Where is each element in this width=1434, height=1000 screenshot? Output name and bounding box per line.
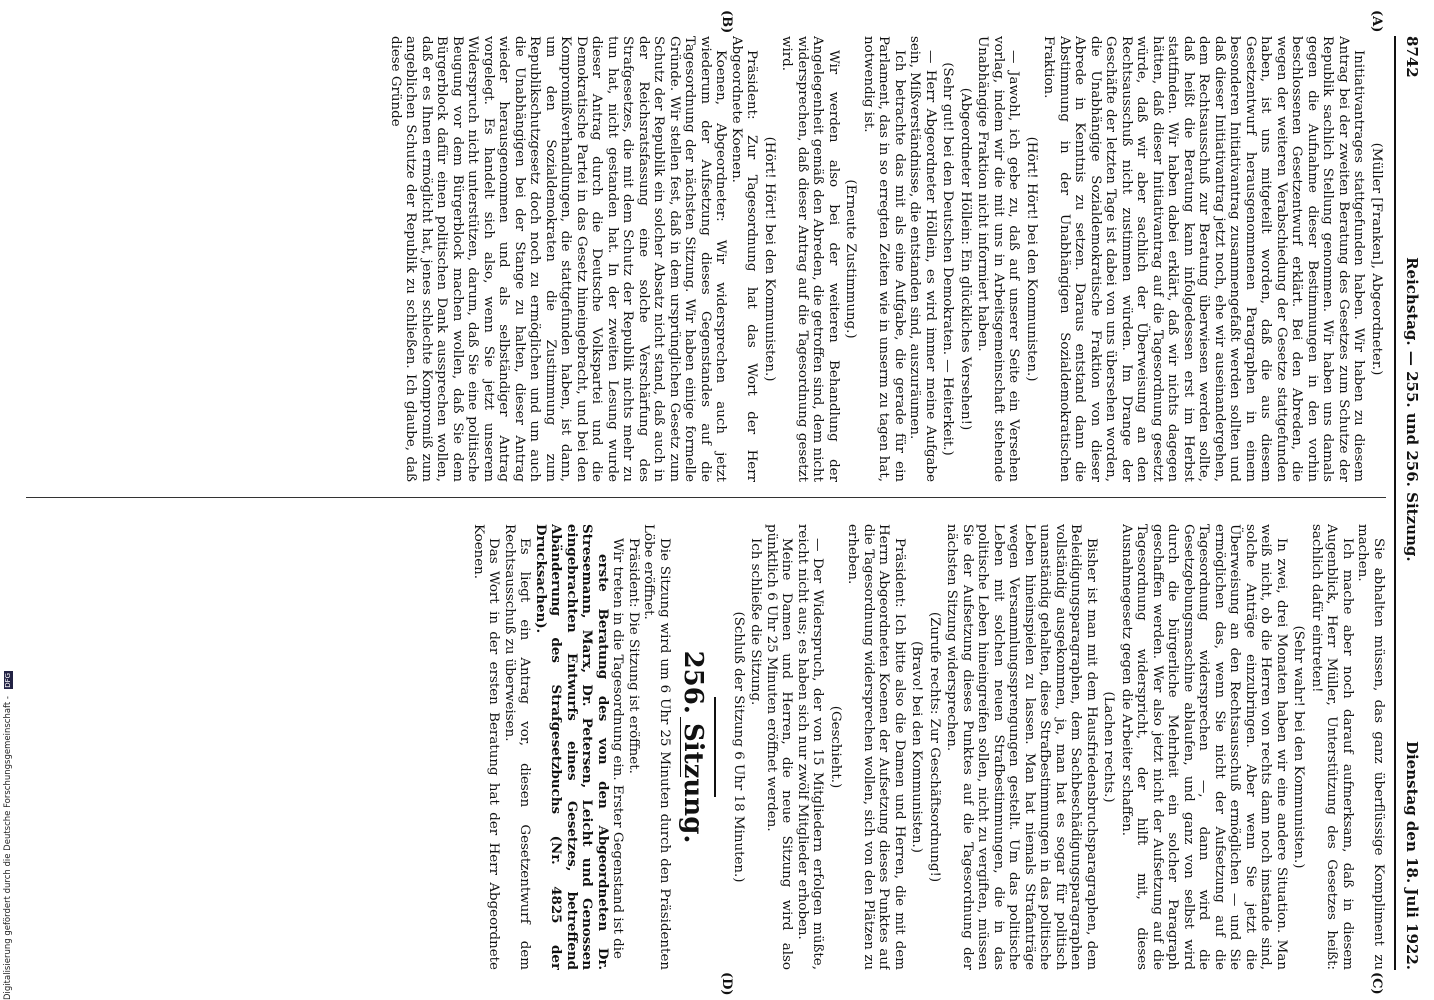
paragraph: — Der Widerspruch, der von 15 Mitgliedern erfolgen müßte, reicht nicht aus; es haben sich nur zwölf Mitglieder erhoben. [795, 524, 826, 970]
margin-letter-a: (A) [1369, 10, 1384, 33]
interjection: (Abgeordneter Höllein: Ein glückliches Versehen!) [958, 87, 973, 431]
paragraph: — Jawohl, ich gebe zu, daß auf unserer Seite ein Versehen vorlag, indem wir die mit uns in Arbeitsgemeinschaft stehende Unabhängige Fraktion nicht informiert haben. [975, 36, 1022, 482]
right-column [26, 524, 1386, 970]
footer-strip [0, 0, 14, 1000]
footer-text: Digitalisierung gefördert durch die Deutsche Forschungsgemeinschaft - [3, 696, 13, 1000]
interjection: (Hört! Hört! bei den Kommunisten.) [762, 136, 777, 382]
paragraph: Präsident: Die Sitzung ist eröffnet. [626, 538, 641, 774]
paragraph: Ich schließe die Sitzung. [748, 538, 764, 706]
margin-letter-d: (D) [719, 972, 734, 996]
paragraph: Initiativantrages stattgefunden haben. Wir haben zu diesem Antrag bei der zweiten Beratung des Gesetzes zum Schutze der Republik sachlich Stellung genommen. Wir haben uns damals gegen die Aufnahme dieser Bestimmungen in den vorhin beschlossenen Gesetzentwurf erklärt. Bei den Abreden, die wegen der weiteren Verabschiedung der Gesetze stattgefunden haben, ist uns mitgeteilt worden, daß die aus diesem Gesetzentwurf herausgenommenen Paragraphen in einem besonderen Initiativantrag zusammengefaßt werden sollten und daß dieser Initiativantrag jetzt noch, ehe wir auseinandergehen, dem Rechtsausschuß zur Beratung überwiesen werden sollte, daß heißt die Beratung kann infolgedessen erst im Herbst stattfinden. Wir haben dabei erklärt, daß wir nichts dagegen hätten, daß dieser Initiativantrag auf die Tagesordnung gesetzt würde, daß wir aber sachlich der Überweisung an den Rechtsausschuß nicht zustimmen würden. Im Drange der Geschäfte der letzten Tage ist dabei von uns übersehen worden, die Unabhängige Sozialdemokratische Fraktion von dieser Abrede in Kenntnis zu setzen. Daraus entstand dann die Abstimmung in der Unabhängigen Sozialdemokratischen Fraktion. [1041, 36, 1367, 482]
paragraph: Ich betrachte das mit als eine Aufgabe, die gerade für ein Parlament, das in so erregten Zeiten wie in unserm zu tagen hat, notwendig ist. [861, 36, 907, 482]
agenda-item: erste Beratung des von den Abgeordneten Dr. Stresemann, Marx, Dr. Petersen, Leicht und Genossen eingebrachten Entwurfs eines Gesetzes, betreffend Abänderung des Strafgesetzbuchs (Nr. 4825 der Drucksachen). [533, 524, 611, 970]
interjection: (Lachen rechts.) [1101, 691, 1117, 803]
paragraph: — Herr Abgeordneter Höllein, es wird immer meine Aufgabe sein, Mißverständnisse, die entstanden sind, auszuräumen. [907, 36, 938, 482]
paragraph: Das Wort in der ersten Beratung hat der Herr Abgeordnete Koenen. [471, 524, 502, 970]
paragraph: Präsident: Zur Tagesordnung hat das Wort der Herr Abgeordnete Koenen. [729, 36, 760, 482]
paragraph: Wir werden also bei der weiteren Behandlung der Angelegenheit gemäß den Abreden, die getroffen sind, dem nicht widersprechen, daß dieser Antrag auf die Tagesordnung gesetzt wird. [779, 36, 841, 482]
column-divider [26, 497, 1386, 498]
paragraph: Koenen, Abgeordneter: Wir widersprechen auch jetzt wiederum der Aufsetzung dieses Gegenstandes auf die Tagesordnung der nächsten Sitzung. Wir haben einige formelle Gründe. Wir stellen fest, daß in dem ursprünglichen Gesetz zum Schutz der Republik ein solcher Absatz nicht stand, daß auch in der Reichsratsfassung eine solche Verschärfung des Strafgesetzes, die mit dem Schutz der Republik nichts mehr zu tun hat, nicht gestanden hat. In der zweiten Lesung wurde dieser Antrag durch die Deutsche Volkspartei und die Demokratische Partei in das Gesetz hineingebracht, und bei den Kompromißverhandlungen, die stattgefunden haben, ist dann, um den Sozialdemokraten die Zustimmung zum Republikschutzgesetz doch noch zu ermöglichen und um auch die Unabhängigen bei der Stange zu halten, dieser Antrag wieder herausgenommen und als selbständiger Antrag vorgelegt. Es handelt sich also, wenn Sie jetzt unserem Widerspruch nicht unterstützen, darum, daß Sie eine politische Beugung vor dem Bürgerblock machen wollen, daß Sie dem Bürgerblock dafür einen politischen Dank aussprechen wollen, daß er es Ihnen ermöglicht hat, jenes schlechte Kompromiß zum angeblichen Schutze der Republik zu schließen. Ich glaube, daß diese Gründe [388, 36, 729, 482]
page-title: Reichstag. — 255. und 256. Sitzung. [1403, 257, 1421, 562]
paragraph: In zwei, drei Monaten haben wir eine andere Situation. Man weiß nicht, ob die Herren von rechts dann noch imstande sind, solche Anträge einzubringen. Aber wenn Sie jetzt die Überweisung an den Rechtsausschuß ermöglichen — und Sie ermöglichen das, wenn Sie nicht der Aufsetzung auf die Tagesordnung widersprechen —, dann wird die Gesetzgebungsmaschine ablaufen, und ganz von selbst wird durch die bürgerliche Mehrheit ein solcher Paragraph geschaffen werden. Wer also jetzt nicht der Aufsetzung auf die Tagesordnung widerspricht, der hilft mit, dieses Ausnahmegesetz gegen die Arbeiter schaffen. [1119, 524, 1289, 970]
session-end-note: (Schluß der Sitzung 6 Uhr 18 Minuten.) [731, 611, 746, 883]
paragraph: Sie abhalten müssen, das ganz überflüssige Kompliment zu machen. [1355, 524, 1386, 970]
margin-letter-c: (C) [1369, 972, 1384, 995]
section-rule [715, 697, 717, 797]
paragraph: Wir treten in die Tagesordnung ein. Erster Gegenstand ist die [610, 538, 626, 959]
speaker-note: (Müller [Franken], Abgeordneter.) [1369, 142, 1384, 376]
paragraph: Es liegt ein Antrag vor, diesen Gesetzentwurf dem Rechtsausschuß zu überweisen. [502, 524, 533, 970]
left-column [26, 36, 1386, 482]
page-date: Dienstag den 18. Juli 1922. [1403, 740, 1421, 970]
page-header [1398, 36, 1426, 970]
paragraph: Die Sitzung wird um 6 Uhr 25 Minuten durch den Präsidenten Löbe eröffnet. [641, 524, 672, 970]
paragraph: Präsident: Ich bitte also die Damen und Herren, die mit dem Herrn Abgeordneten Koenen der Aufsetzung dieses Punktes auf die Tagesordnung widersprechen wollen, sich von den Plätzen zu erheben. [845, 524, 907, 970]
interjection: (Sehr gut! bei den Deutschen Demokraten. — Heiterkeit.) [940, 62, 956, 456]
page-number: 8742 [1403, 36, 1421, 78]
interjection: (Sehr wahr! bei den Kommunisten.) [1291, 625, 1307, 869]
interjection: (Bravo! bei den Kommunisten.) [909, 640, 925, 854]
interjection: (Zurufe rechts: Zur Geschäftsordnung!) [927, 611, 942, 883]
paragraph: Meine Damen und Herren, die neue Sitzung wird also pünktlich 6 Uhr 25 Minuten eröffnet werden. [764, 524, 795, 970]
header-rule [1394, 36, 1396, 970]
dfg-logo: DFG [4, 672, 12, 688]
interjection: (Hört! Hört! bei den Kommunisten.) [1024, 136, 1039, 382]
paragraph: Bisher ist man mit dem Hausfriedensbruchsparagraphen, dem Beleidigungsparagraphen, dem Sachbeschädigungsparagraphen vollständig ausgekommen, ja, man hat es sogar für politisch unanständig gehalten, diese Strafbestimmungen in das politische Leben hineinspielen zu lassen. Man hat niemals Strafanträge wegen Versammlungssprengungen gestellt. Um das politische Leben mit solchen neuen Strafbestimmungen, die in das politische Leben hineingreifen sollen, nicht zu vergiften, müssen Sie der Aufsetzung dieses Punktes auf die Tagesordnung der nächsten Sitzung widersprechen. [944, 524, 1099, 970]
interjection: (Geschieht.) [828, 705, 843, 789]
paragraph: Ich mache aber noch darauf aufmerksam, daß in diesem Augenblick, Herr Müller, Unterstützung des Gesetzes heißt: sachlich dafür eintreten! [1309, 524, 1355, 970]
session-heading: 256. Sitzung. [678, 650, 709, 844]
interjection: (Erneute Zustimmung.) [843, 179, 859, 339]
margin-letter-b: (B) [719, 10, 734, 34]
